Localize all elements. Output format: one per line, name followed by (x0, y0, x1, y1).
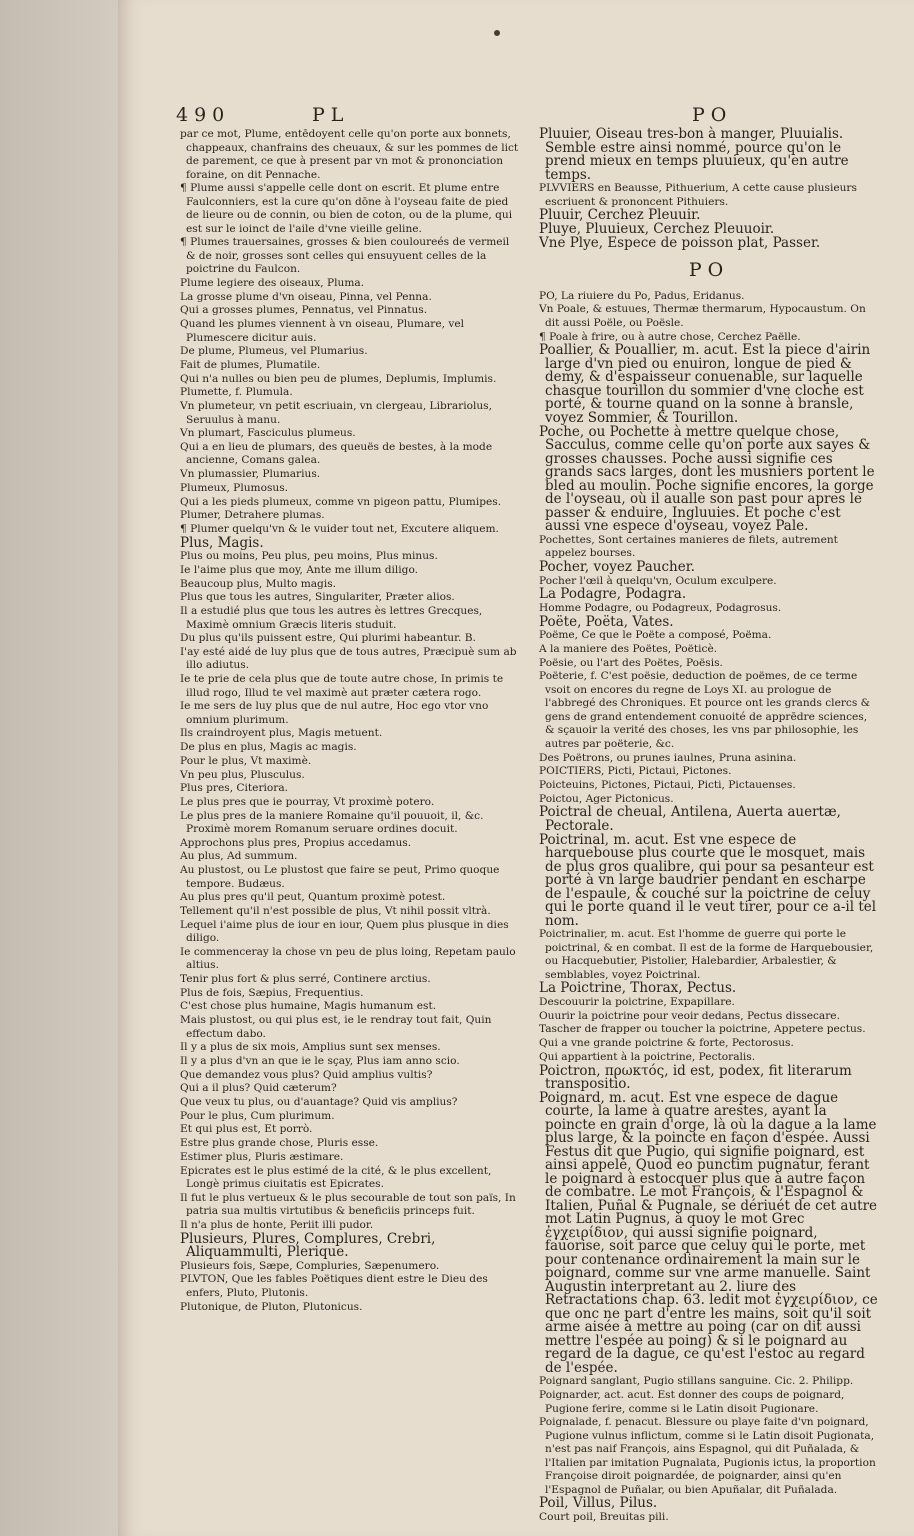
book-gutter (0, 0, 118, 1536)
dictionary-entry: PLVVIERS en Beausse, Pithuerium, A cette cause plusieurs escriuent & prononcent Pithuiers. (539, 182, 857, 208)
dictionary-entry: Il n'a plus de honte, Periit illi pudor. (180, 1218, 374, 1231)
dictionary-entry: Vn plumassier, Plumarius. (180, 468, 321, 481)
dictionary-entry: Plusieurs, Plures, Complures, Crebri, Aliquammulti, Plerique. (180, 1230, 436, 1261)
dictionary-entry: POICTIERS, Picti, Pictaui, Pictones. (539, 765, 732, 778)
dictionary-entry: Pocher, voyez Paucher. (539, 558, 695, 575)
dictionary-entry: C'est chose plus humaine, Magis humanum est. (180, 1000, 437, 1013)
dictionary-entry: Vn Poale, & estuues, Thermæ thermarum, Hypocaustum. On dit aussi Poële, ou Poësle. (539, 303, 866, 329)
dictionary-entry: Mais plustost, ou qui plus est, ie le rendray tout fait, Quin effectum dabo. (180, 1014, 492, 1040)
dictionary-entry: Ils craindroyent plus, Magis metuent. (180, 727, 383, 740)
dictionary-entry: Du plus qu'ils puissent estre, Qui plurimi habeantur. B. (180, 632, 476, 645)
dictionary-entry: Poictron, πρωκτός, id est, podex, fit literarum transpositio. (539, 1062, 852, 1092)
dictionary-entry: Poëterie, f. C'est poësie, deduction de poëmes, de ce terme vsoit on encores du regne de Loys XI. au prologue de l'abbregé des Chroniques. Et pource ont les grands clercs & gens de grand entendement conuoité de apprēdre sciences, & sçauoir la verité des choses, les vns par philosophie, les autres par poëterie, &c. (539, 670, 871, 750)
dictionary-entry: Poictrinalier, m. acut. Est l'homme de guerre qui porte le poictrinal, & en combat. Il est de la forme de Harquebousier, ou Hacquebutier, Pistolier, Halebardier, Arbalestier, & semblables, voyez Poictrinal. (539, 928, 874, 981)
dictionary-entry: Poicteuins, Pictones, Pictaui, Picti, Pictauenses. (539, 778, 796, 791)
dictionary-entry: Qui a les pieds plumeux, comme vn pigeon pattu, Plumipes. (180, 495, 502, 508)
dictionary-entry: De plus en plus, Magis ac magis. (180, 741, 357, 754)
dictionary-entry: Court poil, Breuitas pili. (539, 1511, 669, 1524)
dictionary-entry: Il a estudié plus que tous les autres ès lettres Grecques, Maximè omnium Græcis literis studuit. (180, 605, 483, 631)
dictionary-entry: Plumeux, Plumosus. (180, 481, 289, 494)
dictionary-entry: Fait de plumes, Plumatile. (180, 359, 321, 371)
dictionary-entry: par ce mot, Plume, entēdoyent celle qu'on porte aux bonnets, chappeaux, chanfrains des cheuaux, & sur les pommes de lict de parement, ce que à present par vn mot & prononciation foraine, on dit Pennache. (180, 128, 519, 181)
left-column (180, 128, 520, 1314)
dictionary-entry: Pochettes, Sont certaines manieres de filets, autrement appelez bourses. (539, 533, 838, 560)
right-section-header: PO (688, 259, 730, 282)
dictionary-entry: Approchons plus pres, Propius accedamus. (180, 836, 412, 849)
dictionary-entry: Qui a il plus? Quid cæterum? (180, 1082, 337, 1095)
dictionary-entry: Plus que tous les autres, Singulariter, Præter alios. (180, 591, 455, 604)
dictionary-entry: PO, La riuiere du Po, Padus, Eridanus. (539, 289, 745, 302)
dictionary-entry: Poche, ou Pochette à mettre quelque chose, Sacculus, comme celle qu'on porte aux sayes & grosses chausses. Poche aussi signifie ces grands sacs larges, dont les musniers portent le bled au moulin. Poche signifie encores, la gorge de l'oyseau, où il aualle son past pour apres le passer & enduire, Ingluuies. Et poche c'est aussi vne espece d'oyseau, voyez Pale. (539, 423, 875, 534)
dictionary-entry: Tascher de frapper ou toucher la poictrine, Appetere pectus. (539, 1023, 866, 1036)
dictionary-entry: Tellement qu'il n'est possible de plus, Vt nihil possit vltrà. (180, 905, 491, 917)
dictionary-entry: Qui a grosses plumes, Pennatus, vel Pinnatus. (180, 304, 428, 317)
dictionary-entry: ¶ Plume aussi s'appelle celle dont on escrit. Et plume entre Faulconniers, est la cure qu'on dōne à l'oyseau faite de pied de lieure ou de connin, ou bien de coton, ou de la plume, qui est sur le ioinct de l'aile d'vne vieille geline. (180, 182, 513, 235)
dictionary-entry: Qui a en lieu de plumars, des queuës de bestes, à la mode ancienne, Comans galea. (180, 440, 493, 467)
dictionary-entry: Descouurir la poictrine, Expapillare. (539, 996, 735, 1009)
dictionary-entry: Il y a plus d'vn an que ie le sçay, Plus iam anno scio. (180, 1055, 460, 1067)
right-top-entries (539, 128, 879, 250)
dictionary-entry: Le plus pres de la maniere Romaine qu'il pouuoit, il, &c. Proximè morem Romanum seruare ordines docuit. (180, 809, 484, 836)
dictionary-entry: Epicrates est le plus estimé de la cité, & le plus excellent, Longè primus ciuitatis est Epicrates. (180, 1164, 492, 1190)
dictionary-entry: Pluuir, Cerchez Pleuuir. (539, 207, 701, 224)
dictionary-entry: Plus pres, Citeriora. (180, 782, 289, 795)
dictionary-entry: Poëte, Poëta, Vates. (539, 613, 674, 630)
dictionary-entry: Poëme, Ce que le Poëte a composé, Poëma. (539, 629, 772, 642)
dictionary-entry: Plus de fois, Sæpius, Frequentius. (180, 986, 364, 999)
dictionary-entry: Il y a plus de six mois, Amplius sunt sex menses. (180, 1041, 441, 1054)
dictionary-entry: Pour le plus, Vt maximè. (180, 754, 312, 767)
dictionary-entry: PLVTON, Que les fables Poëtiques dient estre le Dieu des enfers, Pluto, Plutonis. (180, 1273, 488, 1299)
dictionary-entry: Vn peu plus, Plusculus. (180, 768, 305, 781)
binding-hole (494, 30, 500, 36)
dictionary-entry: La grosse plume d'vn oiseau, Pinna, vel Penna. (180, 290, 432, 303)
dictionary-entry: Poignarder, act. acut. Est donner des coups de poignard, Pugione ferire, comme si le Latin disoit Pugionare. (539, 1389, 845, 1415)
dictionary-entry: Beaucoup plus, Multo magis. (180, 577, 337, 590)
dictionary-entry: Poësie, ou l'art des Poëtes, Poësis. (539, 656, 723, 669)
dictionary-entry: Poil, Villus, Pilus. (539, 1495, 658, 1512)
right-main-entries (539, 290, 879, 1525)
dictionary-entry: Pluuier, Oiseau tres-bon à manger, Pluuialis. Semble estre ainsi nommé, pource qu'on le prend mieux en temps pluuieux, qu'en autre temps. (539, 126, 849, 183)
dictionary-entry: Ie l'aime plus que moy, Ante me illum diligo. (180, 563, 419, 576)
dictionary-entry: De plume, Plumeus, vel Plumarius. (180, 345, 368, 358)
dictionary-entry: Vn plumart, Fasciculus plumeus. (180, 427, 356, 440)
dictionary-entry: Plumette, f. Plumula. (180, 386, 293, 399)
right-running-header: PO (692, 104, 733, 126)
dictionary-entry: Ie te prie de cela plus que de toute autre chose, In primis te illud rogo, Illud te vel maximè aut præter cætera rogo. (180, 673, 504, 699)
dictionary-entry: La Podagre, Podagra. (539, 586, 687, 603)
dictionary-entry: Au plus, Ad summum. (180, 850, 298, 863)
dictionary-entry: Plutonique, de Pluton, Plutonicus. (180, 1300, 363, 1313)
dictionary-entry: A la maniere des Poëtes, Poëticè. (539, 643, 718, 655)
left-running-header: PL (312, 104, 350, 126)
dictionary-entry: Quand les plumes viennent à vn oiseau, Plumare, vel Plumescere dicitur auis. (180, 318, 464, 344)
dictionary-entry: Pluye, Pluuieux, Cerchez Pleuuoir. (539, 221, 775, 238)
dictionary-entry: Il fut le plus vertueux & le plus secourable de tout son païs, In patria sua multis virtutibus & beneficiis princeps fuit. (180, 1191, 516, 1218)
dictionary-entry: Poictou, Ager Pictonicus. (539, 792, 674, 805)
dictionary-entry: Plume legiere des oiseaux, Pluma. (180, 277, 365, 290)
dictionary-entry: Ouurir la poictrine pour veoir dedans, Pectus dissecare. (539, 1009, 840, 1022)
dictionary-entry: Homme Podagre, ou Podagreux, Podagrosus. (539, 601, 782, 614)
dictionary-entry: Qui a vne grande poictrine & forte, Pectorosus. (539, 1037, 794, 1050)
dictionary-entry: Vne Plye, Espece de poisson plat, Passer. (539, 234, 821, 251)
dictionary-entry: Et qui plus est, Et porrò. (180, 1123, 313, 1136)
dictionary-entry: Tenir plus fort & plus serré, Continere arctius. (180, 973, 431, 986)
dictionary-entry: Que veux tu plus, ou d'auantage? Quid vis amplius? (180, 1096, 458, 1109)
dictionary-entry: Plusieurs fois, Sæpe, Compluries, Sæpenumero. (180, 1259, 440, 1272)
dictionary-entry: Qui appartient à la poictrine, Pectoralis. (539, 1050, 756, 1063)
dictionary-entry: Poictrinal, m. acut. Est vne espece de harquebouse plus courte que le mosquet, mais de plus gros qualibre, qui pour sa pesanteur est porté à vn large baudrier pendant en escharpe de l'espaule, & couché sur la poictrine de celuy qui le porte quand il le veut tirer, pour ce a-il tel nom. (539, 831, 877, 929)
dictionary-entry: I'ay esté aidé de luy plus que de tous autres, Præcipuè sum ab illo adiutus. (180, 645, 517, 672)
dictionary-entry: Poallier, & Pouallier, m. acut. Est la piece d'airin large d'vn pied ou enuiron, longue de pied & demy, & d'espaisseur conuenable, sur laquelle chasque tourillon du sommier d'vne cloche est porté, & tourne quand on la sonne à bransle, voyez Sommier, & Tourillon. (539, 342, 871, 426)
dictionary-entry: Poignard sanglant, Pugio stillans sanguine. Cic. 2. Philipp. (539, 1375, 854, 1388)
dictionary-entry: Estre plus grande chose, Pluris esse. (180, 1137, 379, 1150)
dictionary-entry: Qui n'a nulles ou bien peu de plumes, Deplumis, Implumis. (180, 372, 497, 385)
dictionary-entry: Le plus pres que ie pourray, Vt proximè potero. (180, 795, 435, 808)
right-column (539, 128, 879, 1525)
dictionary-entry: La Poictrine, Thorax, Pectus. (539, 980, 737, 997)
dictionary-entry: Pocher l'œil à quelqu'vn, Oculum exculpere. (539, 574, 777, 587)
dictionary-entry: Ie commenceray la chose vn peu de plus loing, Repetam paulo altius. (180, 945, 516, 972)
dictionary-entry: Poignard, m. acut. Est vne espece de dague courte, la lame à quatre arestes, ayant la poincte en grain d'orge, là où la dague a la lame plus large, & la poincte en façon d'espée. Aussi Festus dit que Pugio, qui signifie poignard, est ainsi appelé, Quod eo punctim pugnatur, ferant le poignard à estocquer plus que à autre façon de combatre. Le mot François, & l'Espagnol & Italien, Puñal & Pugnale, se dériuét de cet autre mot Latin Pugnus, à quoy le mot Grec ἐγχειρίδιον, qui aussi signifie poignard, fauorise, soit parce que celuy qui le porte, met pour contenance ordinairement la main sur le poignard, comme sur vne arme manuelle. Saint Augustin interpretant au 2. liure des Retractations chap. 63. ledit mot ἐγχειρίδιον, ce que onc ne part d'entre les mains, soit qu'il soit arme aisée à mettre au poing (car on dit aussi mettre l'espée au poing) & si le poignard au regard de la dague, ce qu'est l'estoc au regard de l'espée. (539, 1089, 878, 1376)
dictionary-entry: ¶ Plumes trauersaines, grosses & bien couloureés de vermeil & de noir, grosses sont celles qui ensuyuent celles de la poictrine du Faulcon. (180, 236, 510, 276)
dictionary-entry: Estimer plus, Pluris æstimare. (180, 1150, 344, 1163)
dictionary-entry: Plus, Magis. (180, 534, 264, 551)
dictionary-entry: Pour le plus, Cum plurimum. (180, 1109, 335, 1122)
dictionary-entry: Plumer, Detrahere plumas. (180, 509, 325, 522)
dictionary-entry: Vn plumeteur, vn petit escriuain, vn clergeau, Librariolus, Seruulus à manu. (180, 400, 492, 426)
dictionary-entry: Poictral de cheual, Antilena, Auerta auertæ, Pectorale. (539, 804, 841, 834)
dictionary-entry: Que demandez vous plus? Quid amplius vultis? (180, 1068, 433, 1081)
dictionary-entry: Plus ou moins, Peu plus, peu moins, Plus minus. (180, 550, 438, 563)
dictionary-entry: ¶ Plumer quelqu'vn & le vuider tout net, Excutere aliquem. (180, 522, 499, 535)
dictionary-entry: ¶ Poale à frire, ou à autre chose, Cerchez Paëlle. (539, 330, 801, 343)
dictionary-entry: Lequel i'aime plus de iour en iour, Quem plus plusque in dies diligo. (180, 918, 509, 945)
dictionary-entry: Au plus pres qu'il peut, Quantum proximè potest. (180, 891, 446, 904)
dictionary-entry: Poignalade, f. penacut. Blessure ou playe faite d'vn poignard, Pugione vulnus inflictum, comme si le Latin disoit Pugionata, n'est pas naif François, ains Espagnol, qui dit Puñalada, & l'Italien par imitation Pugnalata, Pugionis ictus, la proportion Françoise diroit poignardée, de poignarder, ainsi qu'en l'Espagnol de Puñalar, ou bien Apuñalar, dit Puñalada. (539, 1416, 876, 1496)
dictionary-entry: Des Poëtrons, ou prunes iaulnes, Pruna asinina. (539, 751, 797, 764)
page-number: 490 (176, 104, 231, 126)
dictionary-entry: Ie me sers de luy plus que de nul autre, Hoc ego vtor vno omnium plurimum. (180, 700, 489, 726)
dictionary-entry: Au plustost, ou Le plustost que faire se peut, Primo quoque tempore. Budæus. (180, 864, 500, 890)
